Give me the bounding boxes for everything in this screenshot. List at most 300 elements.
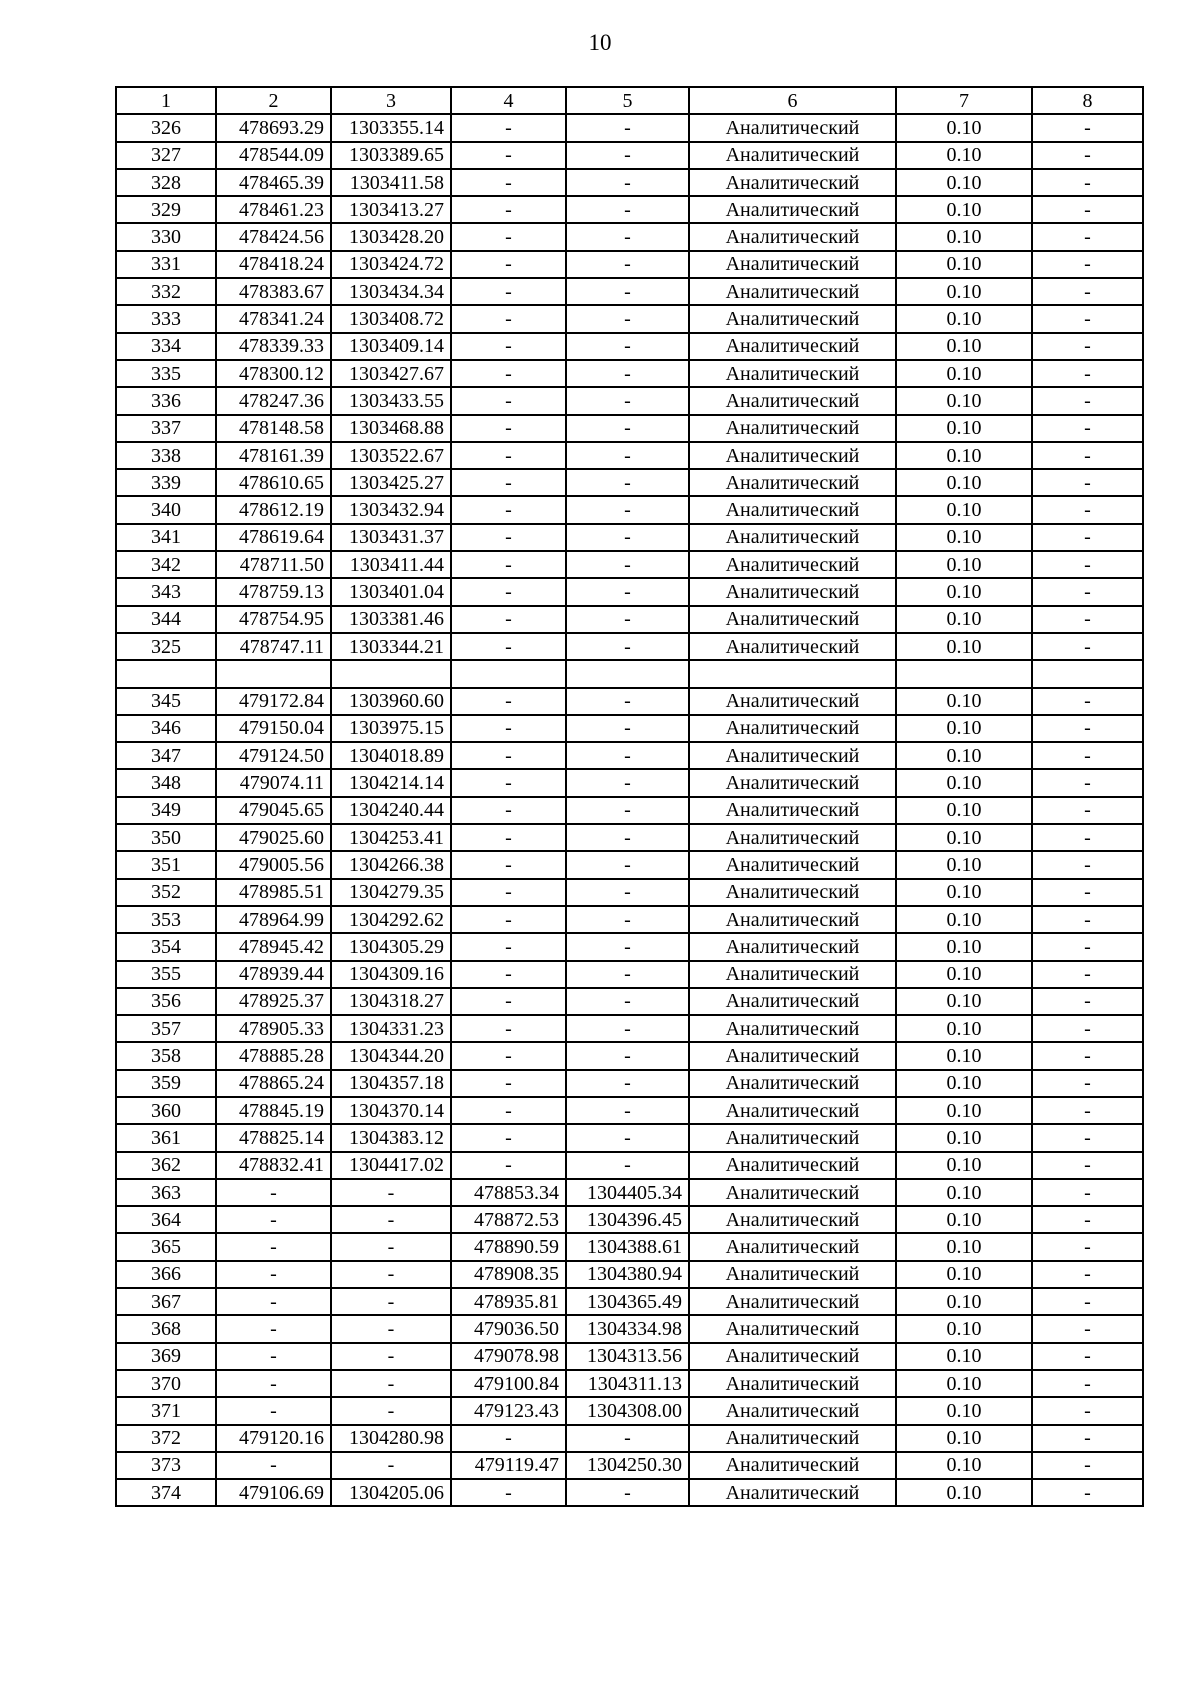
note-cell: - (1032, 1015, 1143, 1042)
point-number-cell: 342 (116, 551, 216, 578)
point-number-cell: 351 (116, 851, 216, 878)
coord-x2-cell: - (451, 278, 566, 305)
coord-y-cell: 1304417.02 (331, 1152, 451, 1179)
coord-y-cell: 1303432.94 (331, 496, 451, 523)
coord-x2-cell: - (451, 305, 566, 332)
coord-x2-cell: - (451, 879, 566, 906)
coord-y-cell: 1304214.14 (331, 769, 451, 796)
accuracy-cell: 0.10 (896, 742, 1032, 769)
table-row (116, 223, 1143, 250)
coord-y2-cell: - (566, 469, 689, 496)
table-row (116, 1097, 1143, 1124)
coord-y2-cell: - (566, 142, 689, 169)
accuracy-cell: 0.10 (896, 223, 1032, 250)
note-cell: - (1032, 578, 1143, 605)
coord-y2-cell: - (566, 688, 689, 715)
coord-y2-cell: - (566, 1015, 689, 1042)
point-number-cell: 347 (116, 742, 216, 769)
point-number-cell: 328 (116, 169, 216, 196)
coord-x-cell: - (216, 1370, 331, 1397)
note-cell: - (1032, 879, 1143, 906)
point-number-cell: 329 (116, 196, 216, 223)
point-number-cell: 348 (116, 769, 216, 796)
coord-y2-cell: - (566, 1070, 689, 1097)
column-header: 8 (1032, 87, 1143, 114)
coord-x-cell: 478964.99 (216, 906, 331, 933)
note-cell: - (1032, 305, 1143, 332)
coord-y2-cell: - (566, 1479, 689, 1506)
method-cell: Аналитический (689, 1179, 896, 1206)
point-number-cell: 356 (116, 988, 216, 1015)
coord-y2-cell: - (566, 333, 689, 360)
coord-x2-cell: - (451, 551, 566, 578)
note-cell: - (1032, 1261, 1143, 1288)
note-cell: - (1032, 1042, 1143, 1069)
note-cell: - (1032, 715, 1143, 742)
point-number-cell: 335 (116, 360, 216, 387)
point-number-cell: 358 (116, 1042, 216, 1069)
coord-x2-cell: - (451, 387, 566, 414)
table-row (116, 1261, 1143, 1288)
coord-y2-cell: - (566, 606, 689, 633)
coord-y2-cell: - (566, 496, 689, 523)
method-cell: Аналитический (689, 1206, 896, 1233)
coord-y-cell: 1303960.60 (331, 688, 451, 715)
note-cell: - (1032, 1288, 1143, 1315)
point-number-cell: 325 (116, 633, 216, 660)
method-cell: Аналитический (689, 797, 896, 824)
point-number-cell: 350 (116, 824, 216, 851)
accuracy-cell: 0.10 (896, 1261, 1032, 1288)
accuracy-cell: 0.10 (896, 1425, 1032, 1452)
method-cell: Аналитический (689, 251, 896, 278)
coord-y-cell: 1303427.67 (331, 360, 451, 387)
coord-x2-cell: - (451, 633, 566, 660)
table-row (116, 1070, 1143, 1097)
coord-x2-cell: - (451, 251, 566, 278)
table-row (116, 469, 1143, 496)
accuracy-cell: 0.10 (896, 1206, 1032, 1233)
point-number-cell: 357 (116, 1015, 216, 1042)
coord-x-cell: 479124.50 (216, 742, 331, 769)
coord-y2-cell: 1304250.30 (566, 1452, 689, 1479)
method-cell: Аналитический (689, 824, 896, 851)
coord-x2-cell: - (451, 496, 566, 523)
accuracy-cell: 0.10 (896, 142, 1032, 169)
coord-y2-cell: - (566, 797, 689, 824)
table-row (116, 1152, 1143, 1179)
point-number-cell: 338 (116, 442, 216, 469)
coord-x-cell: 478418.24 (216, 251, 331, 278)
table-row (116, 578, 1143, 605)
coord-y2-cell: - (566, 114, 689, 141)
accuracy-cell: 0.10 (896, 1479, 1032, 1506)
table-row (116, 114, 1143, 141)
coord-y-cell: 1303434.34 (331, 278, 451, 305)
coord-y-cell: 1303411.44 (331, 551, 451, 578)
note-cell: - (1032, 1425, 1143, 1452)
table-row (116, 278, 1143, 305)
note-cell: - (1032, 1315, 1143, 1342)
table-row (116, 1397, 1143, 1424)
coord-x-cell: 479074.11 (216, 769, 331, 796)
note-cell: - (1032, 606, 1143, 633)
coord-y-cell: 1303433.55 (331, 387, 451, 414)
point-number-cell: 340 (116, 496, 216, 523)
coord-x2-cell: - (451, 715, 566, 742)
coord-x2-cell: - (451, 333, 566, 360)
method-cell: Аналитический (689, 551, 896, 578)
table-header-row (116, 87, 1143, 114)
note-cell: - (1032, 1452, 1143, 1479)
coord-x-cell: 478925.37 (216, 988, 331, 1015)
table-row (116, 688, 1143, 715)
coord-y-cell: 1303975.15 (331, 715, 451, 742)
coord-y-cell: 1304205.06 (331, 1479, 451, 1506)
point-number-cell: 341 (116, 524, 216, 551)
point-number-cell (116, 660, 216, 687)
method-cell: Аналитический (689, 742, 896, 769)
accuracy-cell: 0.10 (896, 824, 1032, 851)
method-cell: Аналитический (689, 879, 896, 906)
coord-y-cell: 1303424.72 (331, 251, 451, 278)
point-number-cell: 346 (116, 715, 216, 742)
method-cell: Аналитический (689, 578, 896, 605)
coord-y-cell: 1304318.27 (331, 988, 451, 1015)
coord-y-cell: 1303411.58 (331, 169, 451, 196)
coord-x-cell: 478383.67 (216, 278, 331, 305)
coord-y2-cell: - (566, 742, 689, 769)
note-cell: - (1032, 415, 1143, 442)
coord-y-cell: 1304309.16 (331, 961, 451, 988)
method-cell: Аналитический (689, 1370, 896, 1397)
table-row (116, 387, 1143, 414)
method-cell: Аналитический (689, 1452, 896, 1479)
coord-x-cell: 478161.39 (216, 442, 331, 469)
accuracy-cell: 0.10 (896, 633, 1032, 660)
accuracy-cell: 0.10 (896, 933, 1032, 960)
coord-y-cell: 1303344.21 (331, 633, 451, 660)
coord-x-cell: 478461.23 (216, 196, 331, 223)
note-cell: - (1032, 1124, 1143, 1151)
coord-x2-cell: - (451, 769, 566, 796)
note-cell: - (1032, 196, 1143, 223)
method-cell: Аналитический (689, 1315, 896, 1342)
note-cell: - (1032, 1152, 1143, 1179)
method-cell: Аналитический (689, 469, 896, 496)
note-cell: - (1032, 688, 1143, 715)
coord-y2-cell: - (566, 196, 689, 223)
table-row (116, 851, 1143, 878)
table-row (116, 496, 1143, 523)
point-number-cell: 374 (116, 1479, 216, 1506)
note-cell: - (1032, 933, 1143, 960)
coord-x-cell: 478885.28 (216, 1042, 331, 1069)
coord-y-cell: - (331, 1397, 451, 1424)
note-cell: - (1032, 1070, 1143, 1097)
table-row (116, 524, 1143, 551)
point-number-cell: 355 (116, 961, 216, 988)
note-cell: - (1032, 169, 1143, 196)
table-row (116, 1015, 1143, 1042)
method-cell: Аналитический (689, 360, 896, 387)
coord-x-cell: 478747.11 (216, 633, 331, 660)
method-cell: Аналитический (689, 114, 896, 141)
coord-y-cell: 1303408.72 (331, 305, 451, 332)
accuracy-cell: 0.10 (896, 114, 1032, 141)
table-row (116, 1452, 1143, 1479)
note-cell: - (1032, 524, 1143, 551)
point-number-cell: 336 (116, 387, 216, 414)
accuracy-cell: 0.10 (896, 1015, 1032, 1042)
accuracy-cell: 0.10 (896, 797, 1032, 824)
method-cell: Аналитический (689, 278, 896, 305)
note-cell: - (1032, 1479, 1143, 1506)
accuracy-cell: 0.10 (896, 906, 1032, 933)
coord-x2-cell: - (451, 906, 566, 933)
point-number-cell: 368 (116, 1315, 216, 1342)
coord-x2-cell: - (451, 606, 566, 633)
method-cell: Аналитический (689, 496, 896, 523)
table-row (116, 333, 1143, 360)
point-number-cell: 332 (116, 278, 216, 305)
coord-y-cell: 1304280.98 (331, 1425, 451, 1452)
coord-x-cell: 479025.60 (216, 824, 331, 851)
point-number-cell: 359 (116, 1070, 216, 1097)
point-number-cell: 373 (116, 1452, 216, 1479)
column-header: 5 (566, 87, 689, 114)
coord-x2-cell: - (451, 360, 566, 387)
coord-y2-cell: - (566, 1042, 689, 1069)
method-cell: Аналитический (689, 1015, 896, 1042)
table-row (116, 415, 1143, 442)
table-row (116, 251, 1143, 278)
point-number-cell: 331 (116, 251, 216, 278)
table-row (116, 660, 1143, 687)
coord-y-cell: 1304279.35 (331, 879, 451, 906)
accuracy-cell: 0.10 (896, 606, 1032, 633)
note-cell: - (1032, 1397, 1143, 1424)
coord-y2-cell: - (566, 715, 689, 742)
accuracy-cell: 0.10 (896, 1452, 1032, 1479)
method-cell: Аналитический (689, 1124, 896, 1151)
coord-x2-cell: 478853.34 (451, 1179, 566, 1206)
coord-x-cell: 479150.04 (216, 715, 331, 742)
note-cell: - (1032, 496, 1143, 523)
accuracy-cell: 0.10 (896, 1315, 1032, 1342)
coord-y-cell: 1303409.14 (331, 333, 451, 360)
coord-y-cell: - (331, 1261, 451, 1288)
coord-y-cell: 1304253.41 (331, 824, 451, 851)
accuracy-cell: 0.10 (896, 496, 1032, 523)
coord-x2-cell: 479119.47 (451, 1452, 566, 1479)
coord-y-cell: 1303468.88 (331, 415, 451, 442)
coord-x2-cell: - (451, 1070, 566, 1097)
coord-y-cell: 1304240.44 (331, 797, 451, 824)
coord-y2-cell: 1304365.49 (566, 1288, 689, 1315)
coord-x2-cell: - (451, 1097, 566, 1124)
coord-y2-cell: - (566, 360, 689, 387)
table-row (116, 1124, 1143, 1151)
coord-y2-cell: - (566, 442, 689, 469)
note-cell: - (1032, 633, 1143, 660)
coord-x2-cell: - (451, 1015, 566, 1042)
point-number-cell: 339 (116, 469, 216, 496)
coord-x-cell: 478985.51 (216, 879, 331, 906)
coord-y-cell: - (331, 1179, 451, 1206)
coord-y2-cell: - (566, 633, 689, 660)
coord-y-cell: 1303431.37 (331, 524, 451, 551)
coord-y2-cell: - (566, 223, 689, 250)
coord-y-cell: 1304018.89 (331, 742, 451, 769)
method-cell: Аналитический (689, 442, 896, 469)
coord-x-cell: 478339.33 (216, 333, 331, 360)
coord-x2-cell: 478908.35 (451, 1261, 566, 1288)
note-cell: - (1032, 360, 1143, 387)
accuracy-cell: 0.10 (896, 469, 1032, 496)
accuracy-cell (896, 660, 1032, 687)
coord-y-cell: - (331, 1452, 451, 1479)
point-number-cell: 367 (116, 1288, 216, 1315)
table-row (116, 1042, 1143, 1069)
table-row (116, 797, 1143, 824)
accuracy-cell: 0.10 (896, 715, 1032, 742)
method-cell: Аналитический (689, 715, 896, 742)
coord-y2-cell: 1304396.45 (566, 1206, 689, 1233)
accuracy-cell: 0.10 (896, 360, 1032, 387)
column-header: 3 (331, 87, 451, 114)
note-cell: - (1032, 442, 1143, 469)
coord-x-cell: 478341.24 (216, 305, 331, 332)
coord-y2-cell: - (566, 1097, 689, 1124)
coord-y2-cell: - (566, 305, 689, 332)
coord-y2-cell: 1304308.00 (566, 1397, 689, 1424)
point-number-cell: 353 (116, 906, 216, 933)
accuracy-cell: 0.10 (896, 333, 1032, 360)
coord-y2-cell: - (566, 524, 689, 551)
method-cell: Аналитический (689, 1288, 896, 1315)
method-cell: Аналитический (689, 988, 896, 1015)
coord-y2-cell: 1304380.94 (566, 1261, 689, 1288)
accuracy-cell: 0.10 (896, 688, 1032, 715)
point-number-cell: 334 (116, 333, 216, 360)
coord-x-cell: 478148.58 (216, 415, 331, 442)
coord-y-cell: 1304383.12 (331, 1124, 451, 1151)
coord-x2-cell: 478890.59 (451, 1233, 566, 1260)
table-row (116, 1233, 1143, 1260)
note-cell: - (1032, 1370, 1143, 1397)
coord-x2-cell (451, 660, 566, 687)
coord-y-cell: - (331, 1233, 451, 1260)
coord-x2-cell: - (451, 196, 566, 223)
method-cell: Аналитический (689, 851, 896, 878)
note-cell: - (1032, 251, 1143, 278)
column-header: 7 (896, 87, 1032, 114)
coord-y2-cell: 1304311.13 (566, 1370, 689, 1397)
coordinates-table (115, 86, 1144, 1507)
coord-x2-cell: - (451, 223, 566, 250)
coord-x-cell: 479120.16 (216, 1425, 331, 1452)
coord-x2-cell: - (451, 851, 566, 878)
table-row (116, 879, 1143, 906)
coord-x2-cell: - (451, 797, 566, 824)
method-cell: Аналитический (689, 305, 896, 332)
note-cell: - (1032, 769, 1143, 796)
method-cell: Аналитический (689, 1070, 896, 1097)
table-row (116, 742, 1143, 769)
coord-x-cell: 478693.29 (216, 114, 331, 141)
point-number-cell: 369 (116, 1343, 216, 1370)
coord-y2-cell: - (566, 251, 689, 278)
accuracy-cell: 0.10 (896, 1097, 1032, 1124)
coord-x-cell: 478905.33 (216, 1015, 331, 1042)
coord-x2-cell: - (451, 933, 566, 960)
column-header: 1 (116, 87, 216, 114)
column-header: 2 (216, 87, 331, 114)
table-row (116, 442, 1143, 469)
accuracy-cell: 0.10 (896, 442, 1032, 469)
accuracy-cell: 0.10 (896, 305, 1032, 332)
coord-y2-cell: - (566, 551, 689, 578)
point-number-cell: 370 (116, 1370, 216, 1397)
coord-y-cell: 1304344.20 (331, 1042, 451, 1069)
coord-y-cell: 1303522.67 (331, 442, 451, 469)
coord-y-cell: - (331, 1370, 451, 1397)
accuracy-cell: 0.10 (896, 851, 1032, 878)
coord-y-cell: 1303428.20 (331, 223, 451, 250)
coord-x2-cell: 478872.53 (451, 1206, 566, 1233)
coord-y2-cell: - (566, 988, 689, 1015)
coord-x2-cell: - (451, 1124, 566, 1151)
point-number-cell: 360 (116, 1097, 216, 1124)
coord-x-cell: - (216, 1397, 331, 1424)
table-row (116, 961, 1143, 988)
note-cell: - (1032, 114, 1143, 141)
coord-x-cell: - (216, 1233, 331, 1260)
accuracy-cell: 0.10 (896, 1288, 1032, 1315)
point-number-cell: 362 (116, 1152, 216, 1179)
coord-y2-cell (566, 660, 689, 687)
coord-x-cell: - (216, 1261, 331, 1288)
note-cell: - (1032, 906, 1143, 933)
coord-x2-cell: - (451, 142, 566, 169)
method-cell: Аналитический (689, 1152, 896, 1179)
method-cell: Аналитический (689, 524, 896, 551)
accuracy-cell: 0.10 (896, 1070, 1032, 1097)
coord-x-cell: 478832.41 (216, 1152, 331, 1179)
coord-x-cell: - (216, 1343, 331, 1370)
coord-y2-cell: - (566, 578, 689, 605)
coord-x2-cell: - (451, 988, 566, 1015)
note-cell: - (1032, 1097, 1143, 1124)
coord-x-cell: 478610.65 (216, 469, 331, 496)
coord-y2-cell: - (566, 169, 689, 196)
note-cell: - (1032, 1233, 1143, 1260)
coord-y2-cell: 1304405.34 (566, 1179, 689, 1206)
point-number-cell: 365 (116, 1233, 216, 1260)
method-cell: Аналитический (689, 1097, 896, 1124)
note-cell: - (1032, 278, 1143, 305)
accuracy-cell: 0.10 (896, 879, 1032, 906)
accuracy-cell: 0.10 (896, 524, 1032, 551)
coord-x-cell: 478247.36 (216, 387, 331, 414)
table-body (116, 87, 1143, 1506)
method-cell: Аналитический (689, 688, 896, 715)
coord-x2-cell: - (451, 961, 566, 988)
table-row (116, 196, 1143, 223)
point-number-cell: 327 (116, 142, 216, 169)
coord-x-cell: 478424.56 (216, 223, 331, 250)
